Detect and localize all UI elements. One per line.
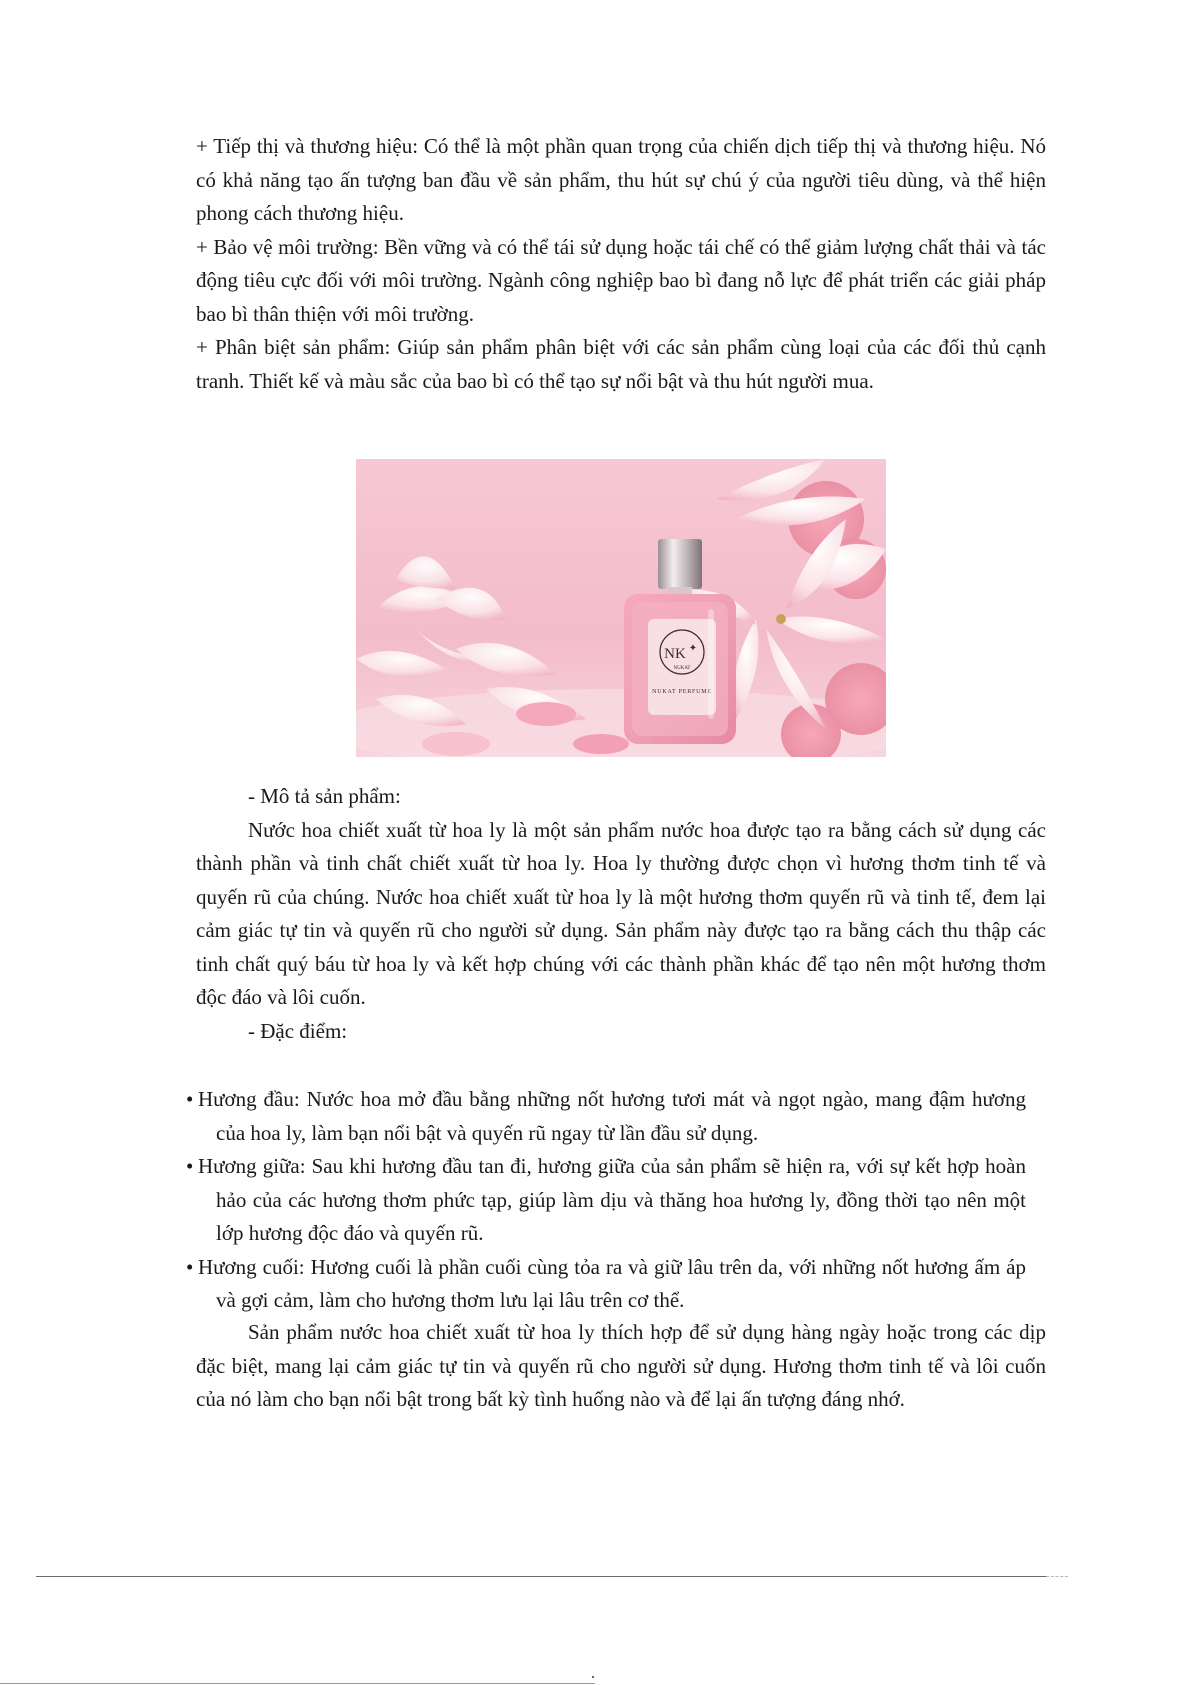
bullet-icon: •: [186, 1087, 194, 1111]
description-paragraph: Nước hoa chiết xuất từ hoa ly là một sản phẩm nước hoa được tạo ra bằng cách sử dụng các thành phần và tinh chất chiết xuất từ hoa ly. Hoa ly thường được chọn vì hương thơm tinh tế và quyến rũ của chúng. Nước hoa chiết xuất từ hoa ly là một hương thơm quyến rũ và tinh tế, đem lại cảm giác tự tin và quyến rũ cho người sử dụng. Sản phẩm này được tạo ra bằng cách thu thập các tinh chất quý báu từ hoa ly và kết hợp chúng với các thành phần khác để tạo nên một hương thơm độc đáo và lôi cuốn.: [196, 817, 1046, 1009]
page-mark: [592, 1676, 594, 1678]
page-bottom-line: [0, 1683, 595, 1684]
perfume-illustration: [356, 459, 886, 757]
bottle-label: NUKAT PERFUME: [652, 689, 712, 695]
closing-section: [196, 1316, 1046, 1417]
footer-divider-tail: [1046, 1576, 1068, 1578]
bullet-icon: •: [186, 1254, 194, 1279]
footer-divider: [36, 1576, 1046, 1577]
intro-section: [196, 130, 1046, 398]
features-list: [186, 1083, 1026, 1318]
feature-text: Hương giữa: Sau khi hương đầu tan đi, hương giữa của sản phẩm sẽ hiện ra, với sự kết hợp hoàn hảo của các hương thơm phức tạp, giúp làm dịu và thăng hoa hương ly, đồng thời tạo nên một lớp hương độc đáo và quyến rũ.: [198, 1154, 1026, 1245]
closing-paragraph: Sản phẩm nước hoa chiết xuất từ hoa ly thích hợp để sử dụng hàng ngày hoặc trong các dịp đặc biệt, mang lại cảm giác tự tin và quyến rũ cho người sử dụng. Hương thơm tinh tế và lôi cuốn của nó làm cho bạn nổi bật trong bất kỳ tình huống nào và để lại ấn tượng đáng nhớ.: [196, 1320, 1046, 1411]
marketing-paragraph: + Tiếp thị và thương hiệu: Có thể là một phần quan trọng của chiến dịch tiếp thị và thương hiệu. Nó có khả năng tạo ấn tượng ban đầu về sản phẩm, thu hút sự chú ý của người tiêu dùng, và thể hiện phong cách thương hiệu.: [196, 134, 1046, 225]
feature-text: Hương đầu: Nước hoa mở đầu bằng những nốt hương tươi mát và ngọt ngào, mang đậm hương của hoa ly, làm bạn nổi bật và quyến rũ ngay từ lần đầu sử dụng.: [198, 1087, 1026, 1145]
differentiation-paragraph: + Phân biệt sản phẩm: Giúp sản phẩm phân biệt với các sản phẩm cùng loại của các đối thủ cạnh tranh. Thiết kế và màu sắc của bao bì có thể tạo sự nổi bật và thu hút người mua.: [196, 335, 1046, 393]
feature-item-middle-notes: [186, 1150, 1026, 1251]
svg-text:✦: ✦: [688, 643, 698, 654]
feature-item-top-notes: [186, 1083, 1026, 1150]
logo-name: NUKAT: [673, 666, 691, 671]
product-description: [196, 780, 1046, 1048]
logo-initials: NK: [664, 646, 686, 662]
bullet-icon: •: [186, 1154, 194, 1178]
features-heading: - Đặc điểm:: [248, 1018, 348, 1043]
perfume-photo: [356, 459, 886, 757]
feature-text: Hương cuối: Hương cuối là phần cuối cùng tỏa ra và giữ lâu trên da, với những nốt hương ấm áp và gợi cảm, làm cho hương thơm lưu lại lâu trên cơ thể.: [198, 1254, 1026, 1312]
feature-item-base-notes: [186, 1251, 1026, 1318]
environment-paragraph: + Bảo vệ môi trường: Bền vững và có thể tái sử dụng hoặc tái chế có thể giảm lượng chất thải và tác động tiêu cực đối với môi trường. Ngành công nghiệp bao bì đang nỗ lực để phát triển các giải pháp bao bì thân thiện với môi trường.: [196, 234, 1046, 326]
description-heading: - Mô tả sản phẩm:: [248, 784, 401, 808]
